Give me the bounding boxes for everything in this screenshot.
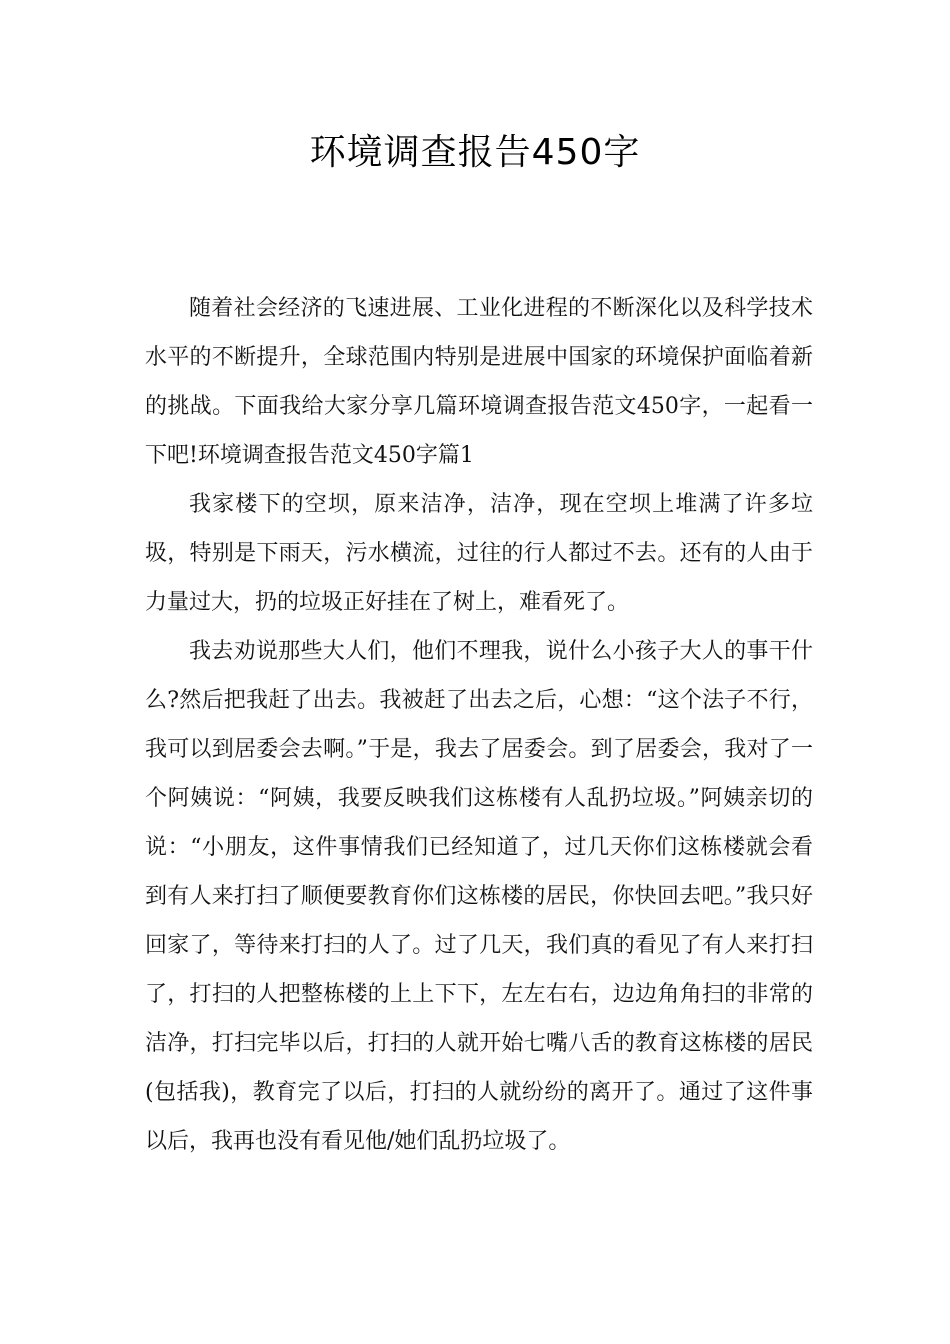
paragraph-committee: 我去劝说那些大人们，他们不理我，说什么小孩子大人的事干什么?然后把我赶了出去。我被赶了出去之后，心想：“这个法子不行，我可以到居委会去啊。”于是，我去了居委会。到了居委会，我对了一个阿姨说：“阿姨，我要反映我们这栋楼有人乱扔垃圾。”阿姨亲切的说：“小朋友，这件事情我们已经知道了，过几天你们这栋楼就会看到有人来打扫了顺便要教育你们这栋楼的居民，你快回去吧。”我只好回家了，等待来打扫的人了。过了几天，我们真的看见了有人来打扫了，打扫的人把整栋楼的上上下下，左左右右，边边角角扫的非常的洁净，打扫完毕以后，打扫的人就开始七嘴八舌的教育这栋楼的居民(包括我)，教育完了以后，打扫的人就纷纷的离开了。通过了这件事以后，我再也没有看见他/她们乱扔垃圾了。 <box>145 639 813 1154</box>
document-body <box>145 284 813 1166</box>
paragraph-empty-lot: 我家楼下的空坝，原来洁净，洁净，现在空坝上堆满了许多垃圾，特别是下雨天，污水横流，过往的行人都过不去。还有的人由于力量过大，扔的垃圾正好挂在了树上，难看死了。 <box>145 492 813 615</box>
document-title: 环境调查报告450字 <box>309 132 641 173</box>
paragraph-intro: 随着社会经济的飞速进展、工业化进程的不断深化以及科学技术水平的不断提升，全球范围内特别是进展中国家的环境保护面临着新的挑战。下面我给大家分享几篇环境调查报告范文450字，一起看一下吧!环境调查报告范文450字篇1 <box>145 296 813 468</box>
